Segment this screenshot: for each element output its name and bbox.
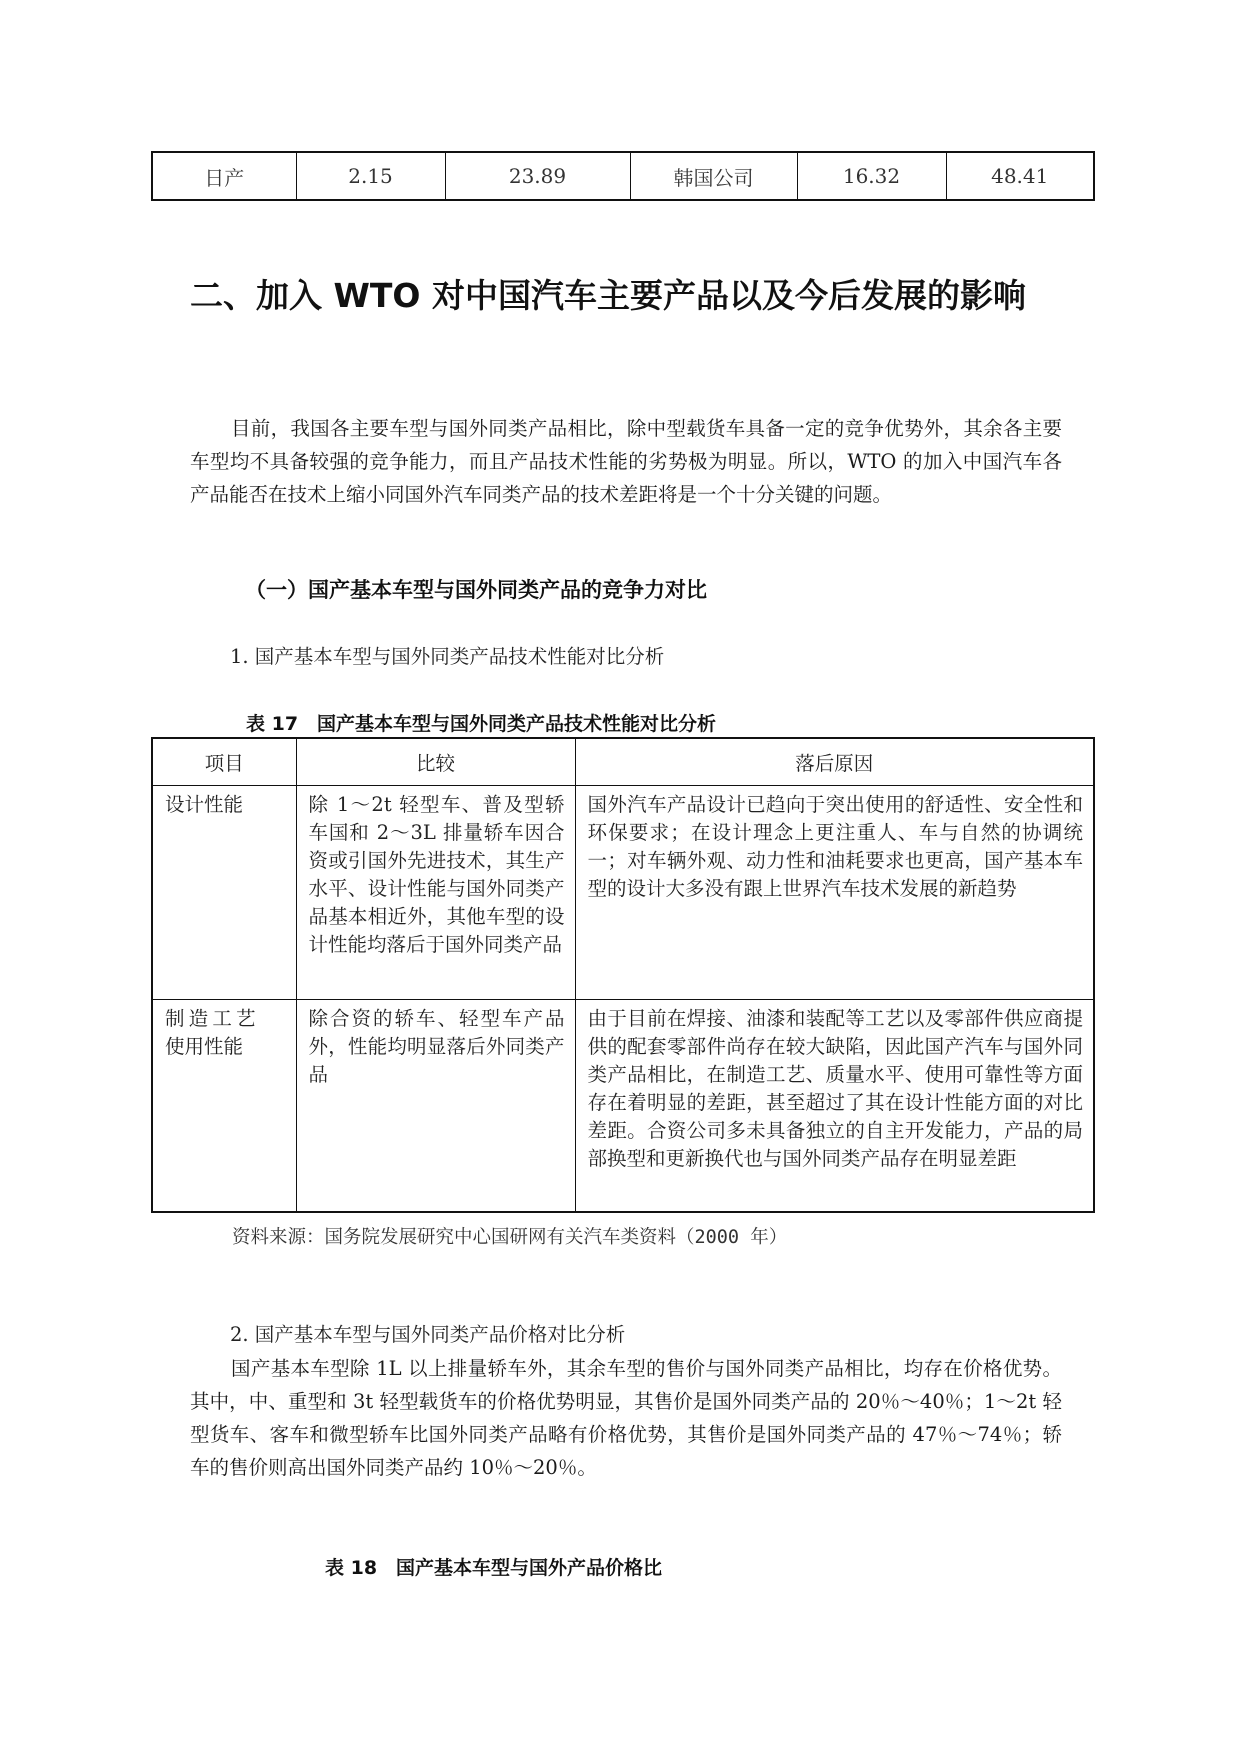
row-reason: 由于目前在焊接、油漆和装配等工艺以及零部件供应商提供的配套零部件尚存在较大缺陷，因此国产汽车与国外同类产品相比，在制造工艺、质量水平、使用可靠性等方面存在着明显的差距，甚至超过了其在设计性能方面的对比差距。合资公司多未具备独立的自主开发能力，产品的局部换型和更新换代也与国外同类产品存在明显差距 bbox=[575, 1000, 1094, 1213]
column-header: 项目 bbox=[152, 738, 296, 786]
subsection-heading: （一）国产基本车型与国外同类产品的竞争力对比 bbox=[245, 578, 707, 602]
table-header-row bbox=[152, 738, 1094, 786]
table-cell: 23.89 bbox=[445, 152, 630, 200]
item-2-title: 2. 国产基本车型与国外同类产品价格对比分析 bbox=[230, 1323, 626, 1346]
section-heading: 二、加入 WTO 对中国汽车主要产品以及今后发展的影响 bbox=[190, 276, 1026, 315]
table-source-note: 资料来源：国务院发展研究中心国研网有关汽车类资料（2000 年） bbox=[232, 1227, 788, 1248]
price-paragraph: 国产基本车型除 1L 以上排量轿车外，其余车型的售价与国外同类产品相比，均存在价格优势。其中，中、重型和 3t 轻型载货车的价格优势明显，其售价是国外同类产品的 20％～40％；1～2t 轻型货车、客车和微型轿车比国外同类产品略有价格优势，其售价是国外同类产品的 47％～74％；轿车的售价则高出国外同类产品约 10％～20％。 bbox=[190, 1357, 1062, 1479]
table-cell: 16.32 bbox=[797, 152, 946, 200]
table-cell: 日产 bbox=[152, 152, 296, 200]
column-header: 落后原因 bbox=[575, 738, 1094, 786]
row-item: 设计性能 bbox=[152, 786, 296, 1000]
row-comparison: 除合资的轿车、轻型车产品外，性能均明显落后外同类产品 bbox=[296, 1000, 575, 1213]
table-row bbox=[152, 1000, 1094, 1213]
table-cell: 韩国公司 bbox=[630, 152, 797, 200]
row-comparison: 除 1～2t 轻型车、普及型轿车国和 2～3L 排量轿车因合资或引国外先进技术，其生产水平、设计性能与国外同类产品基本相近外，其他车型的设计性能均落后于国外同类产品 bbox=[296, 786, 575, 1000]
item-1-title: 1. 国产基本车型与国外同类产品技术性能对比分析 bbox=[230, 645, 665, 668]
table-cell: 48.41 bbox=[946, 152, 1094, 200]
continued-table-fragment bbox=[151, 151, 1095, 201]
table-17-caption: 表 17 国产基本车型与国外同类产品技术性能对比分析 bbox=[246, 713, 717, 735]
table-row bbox=[152, 152, 1094, 200]
row-item: 制造工艺使用性能 bbox=[152, 1000, 296, 1213]
table-cell: 2.15 bbox=[296, 152, 445, 200]
row-reason: 国外汽车产品设计已趋向于突出使用的舒适性、安全性和环保要求；在设计理念上更注重人、车与自然的协调统一；对车辆外观、动力性和油耗要求也更高，国产基本车型的设计大多没有跟上世界汽车技术发展的新趋势 bbox=[575, 786, 1094, 1000]
column-header: 比较 bbox=[296, 738, 575, 786]
table-17 bbox=[151, 737, 1095, 1213]
table-18-caption: 表 18 国产基本车型与国外产品价格比 bbox=[325, 1557, 663, 1579]
intro-paragraph: 目前，我国各主要车型与国外同类产品相比，除中型载货车具备一定的竞争优势外，其余各主要车型均不具备较强的竞争能力，而且产品技术性能的劣势极为明显。所以，WTO 的加入中国汽车各产品能否在技术上缩小同国外汽车同类产品的技术差距将是一个十分关键的问题。 bbox=[190, 417, 1062, 506]
table-row bbox=[152, 786, 1094, 1000]
